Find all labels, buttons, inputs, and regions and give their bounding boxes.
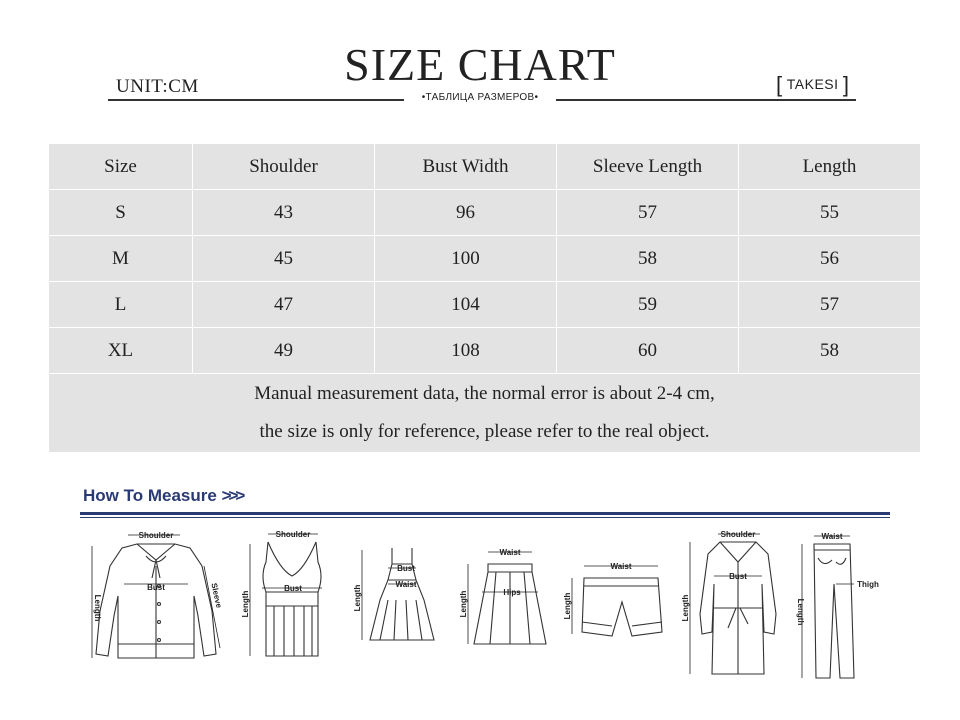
table-cell: 59 [557,282,739,328]
column-header: Bust Width [375,144,557,190]
column-header: Length [739,144,921,190]
trousers-label-waist: Waist [821,532,843,541]
shirt-icon [82,526,232,676]
table-cell: 55 [739,190,921,236]
how-to-measure-text: How To Measure [83,486,217,505]
tank-label-length: Length [241,590,250,618]
tank-top-figure [238,526,338,676]
trousers-figure [788,528,898,684]
shorts-label-length: Length [563,592,572,620]
skirt-label-waist: Waist [499,548,521,557]
shirt-figure [82,526,232,676]
skirt-label-hips: Hips [503,588,521,597]
brand-label: [ TAKESI ] [776,72,850,97]
column-header: Size [49,144,193,190]
table-cell: L [49,282,193,328]
table-cell: 96 [375,190,557,236]
dress-icon [350,540,450,650]
table-cell: 43 [193,190,375,236]
header-rule-right [556,99,856,101]
table-header-row [49,144,921,190]
trousers-icon [788,528,898,684]
note-line-1: Manual measurement data, the normal error is about 2-4 cm, [254,383,715,404]
arrows-icon: >>> [221,486,243,505]
table-cell: 108 [375,328,557,374]
table-cell: M [49,236,193,282]
dress-figure [350,540,450,650]
trousers-label-length: Length [796,598,805,626]
section-rule [80,512,890,515]
header-rule-left [108,99,404,101]
shorts-label-waist: Waist [610,562,632,571]
shorts-figure [562,556,672,646]
coat-label-bust: Bust [729,572,747,581]
table-cell: 60 [557,328,739,374]
shorts-icon [562,556,672,646]
dress-label-waist: Waist [395,580,417,589]
size-table [48,143,921,453]
coat-label-shoulder: Shoulder [720,530,756,539]
table-cell: 47 [193,282,375,328]
table-cell: 57 [739,282,921,328]
subtitle-text: ТАБЛИЦА РАЗМЕРОВ [425,92,535,103]
table-row [49,190,921,236]
shirt-label-length: Length [93,594,102,622]
skirt-figure [456,540,556,650]
long-coat-figure [680,524,780,684]
column-header: Shoulder [193,144,375,190]
shirt-label-shoulder: Shoulder [138,531,174,540]
table-cell: 58 [739,328,921,374]
measurement-note [49,374,921,453]
note-line-2: the size is only for reference, please refer to the real object. [259,421,710,442]
table-cell: XL [49,328,193,374]
shirt-label-sleeve: Sleeve [209,582,224,609]
table-cell: 57 [557,190,739,236]
subtitle: •ТАБЛИЦА РАЗМЕРОВ• [421,92,539,103]
table-cell: 100 [375,236,557,282]
tank-top-icon [238,526,338,676]
section-rule-thin [80,517,890,518]
table-row [49,282,921,328]
skirt-label-length: Length [459,590,468,618]
table-cell: 104 [375,282,557,328]
table-cell: 56 [739,236,921,282]
brand-name: TAKESI [786,76,839,92]
table-cell: 58 [557,236,739,282]
column-header: Sleeve Length [557,144,739,190]
tank-label-shoulder: Shoulder [275,530,311,539]
table-note-row [49,374,921,453]
how-to-measure-heading [83,486,242,506]
dress-label-length: Length [353,584,362,612]
page-title: SIZE CHART [344,39,616,90]
long-coat-icon [680,524,780,684]
skirt-icon [456,540,556,650]
tank-label-bust: Bust [284,584,302,593]
unit-label: UNIT:CM [116,76,199,97]
table-row [49,236,921,282]
shirt-label-bust: Bust [147,583,165,592]
coat-label-length: Length [681,594,690,622]
table-cell: 45 [193,236,375,282]
trousers-label-thigh: Thigh [857,580,879,589]
table-cell: S [49,190,193,236]
table-row [49,328,921,374]
dress-label-bust: Bust [397,564,415,573]
table-cell: 49 [193,328,375,374]
